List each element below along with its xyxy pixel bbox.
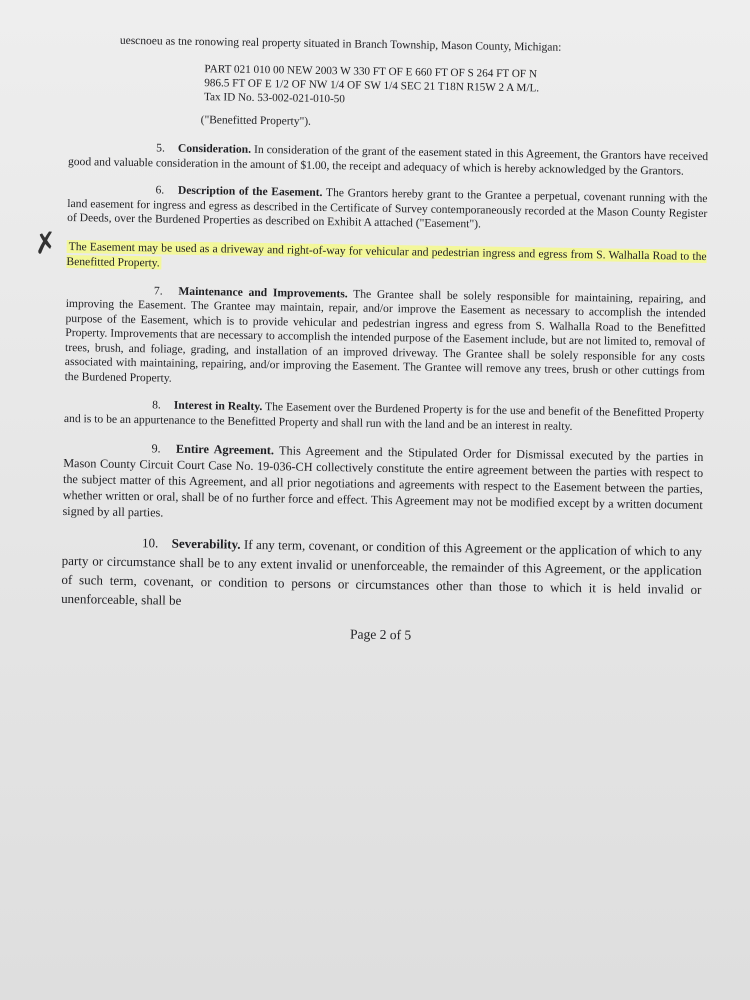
legal-description: [204, 62, 710, 112]
section-title: Consideration.: [177, 141, 252, 156]
intro-line: uescnoeu as tne ronowing real property situated in Branch Township, Mason County, Michigan:: [119, 34, 562, 54]
section-title: Description of the Easement.: [177, 183, 323, 199]
legal-line: 986.5 FT OF E 1/2 OF NW 1/4 OF SW 1/4 SEC 21 T18N R15W 2 A M/L.: [204, 77, 540, 95]
section-title: Interest in Realty.: [173, 398, 263, 414]
section-text: The Grantors hereby grant to the Grantee a perpetual, covenant running with the land easement for ingress and egress as described in the Certificate of Survey contemporaneously recorded at the Mason County Register of Deeds, over the Burdened Properties as described on Exhibit A attached ("Easement").: [67, 186, 708, 231]
section-text: In consideration of the grant of the easement stated in this Agreement, the Grantors have received good and valuable consideration in the amount of $1.00, the receipt and adequacy of which is hereby acknowledged by the Grantors.: [67, 142, 709, 178]
section-entire-agreement: [62, 439, 703, 529]
tax-id-line: Tax ID No. 53-002-021-010-50: [203, 91, 346, 106]
legal-line: PART 021 010 00 NEW 2003 W 330 FT OF E 660 FT OF S 264 FT OF N: [204, 63, 538, 81]
section-number: 7.: [153, 283, 163, 297]
section-number: 8.: [152, 398, 161, 412]
section-severability: [61, 532, 702, 618]
section-title: Maintenance and Improvements.: [178, 284, 348, 300]
section-number: 5.: [156, 141, 166, 155]
benefitted-property-label: ("Benefitted Property").: [200, 114, 312, 128]
section-number: 10.: [141, 535, 159, 551]
highlighted-paragraph: [31, 224, 707, 278]
section-interest-in-realty: [64, 397, 704, 436]
page-number: Page 2 of 5: [349, 626, 412, 643]
section-text: The Easement over the Burdened Property is for the use and benefit of the Benefitted Property and is to be an appurtenance to the Benefitted Property and shall run with the land and be an interest in realty.: [63, 400, 705, 433]
handwritten-x-mark: ✗: [31, 224, 60, 261]
section-description-of-easement: [67, 182, 708, 236]
section-number: 9.: [151, 441, 161, 456]
section-text: The Grantee shall be solely responsible for maintaining, repairing, and improving the Easement. The Grantee may maintain, repair, and/or improve the Easement as necessary to accomplish the intended purpose of the Easement, which is to provide vehicular and pedestrian ingress and egress from S. Walhalla Road to the Benefitted Property. Improvements that are necessary to accomplish the intended purpose of the Easement include, but are not limited to, removal of trees, brush, and foliage, grading, and installation of an improved driveway. The Grantee shall be solely responsible for any costs associated with maintaining, repairing, and/or improving the Easement. The Grantee will remove any trees, brush or other cuttings from the Burdened Property.: [64, 286, 707, 385]
section-number: 6.: [155, 183, 165, 197]
section-title: Entire Agreement.: [175, 441, 275, 458]
document-page: [31, 34, 710, 648]
highlighted-text: The Easement may be used as a driveway and right-of-way for vehicular and pedestrian ingress and egress from S. Walhalla Road to the Benefitted Property.: [66, 239, 707, 269]
section-text: This Agreement and the Stipulated Order for Dismissal executed by the parties in Mason County Circuit Court Case No. 19-036-CH collectively constitute the entire agreement between the parties with respect to the subject matter of this Agreement, and all prior negotiations and agreements with respect to the Easement between the parties, whether written or oral, shall be of no further force and effect. This Agreement may not be modified except by a written document signed by all parties.: [62, 443, 704, 520]
section-maintenance: [65, 282, 707, 394]
section-title: Severability.: [171, 535, 241, 552]
section-consideration: [68, 140, 708, 179]
section-text: If any term, covenant, or condition of this Agreement or the application of which to any party or circumstance shall be to any extent invalid or unenforceable, the remainder of this Agreement, or the application of such term, covenant, or condition to persons or circumstances other than those to which it is held invalid or unenforceable, shall be: [61, 536, 703, 608]
